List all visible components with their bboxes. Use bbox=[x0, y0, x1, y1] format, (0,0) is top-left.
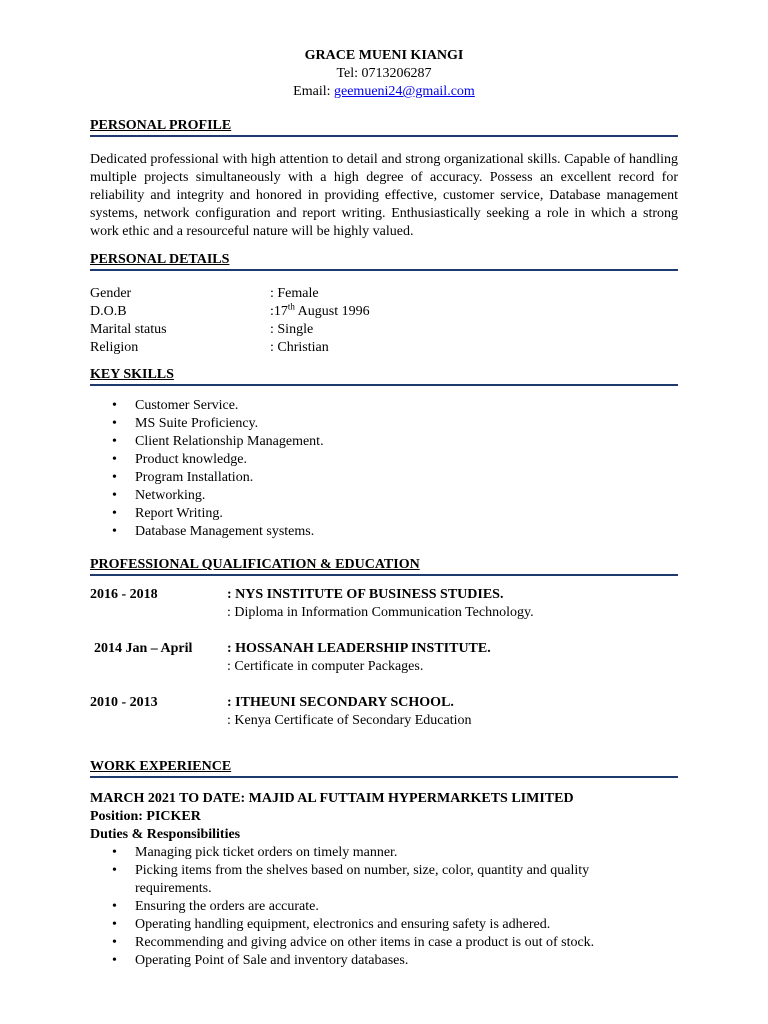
duty-item: • Recommending and giving advice on other items in case a product is out of stock. bbox=[90, 934, 678, 952]
education-institution: : NYS INSTITUTE OF BUSINESS STUDIES. bbox=[227, 587, 504, 602]
detail-value: : Female bbox=[270, 286, 319, 301]
education-institution: : HOSSANAH LEADERSHIP INSTITUTE. bbox=[227, 641, 491, 656]
skill-item: • Client Relationship Management. bbox=[90, 433, 678, 451]
duty-item: • Picking items from the shelves based on number, size, color, quantity and quality requirements. bbox=[90, 862, 678, 898]
section-title-education: PROFESSIONAL QUALIFICATION & EDUCATION bbox=[90, 556, 678, 576]
education-section bbox=[90, 556, 678, 748]
personal-details-section bbox=[90, 251, 678, 357]
candidate-name: GRACE MUENI KIANGI bbox=[304, 48, 464, 63]
skill-item: • Product knowledge. bbox=[90, 451, 678, 469]
detail-label: D.O.B bbox=[90, 304, 127, 319]
skill-item: • Networking. bbox=[90, 487, 678, 505]
skill-item: • Report Writing. bbox=[90, 505, 678, 523]
duty-item: • Ensuring the orders are accurate. bbox=[90, 898, 678, 916]
skill-item: • Database Management systems. bbox=[90, 523, 678, 541]
job-heading: MARCH 2021 TO DATE: MAJID AL FUTTAIM HYPERMARKETS LIMITED bbox=[90, 791, 574, 806]
duties-list bbox=[90, 844, 678, 970]
education-years: 2016 - 2018 bbox=[90, 587, 158, 602]
detail-row-dob bbox=[90, 303, 678, 321]
education-qualification: : Certificate in computer Packages. bbox=[227, 659, 424, 674]
detail-label: Gender bbox=[90, 286, 132, 301]
duty-item: • Operating handling equipment, electronics and ensuring safety is adhered. bbox=[90, 916, 678, 934]
duty-item: • Managing pick ticket orders on timely manner. bbox=[90, 844, 678, 862]
education-entry bbox=[90, 640, 678, 694]
phone-number: Tel: 0713206287 bbox=[336, 66, 432, 81]
skill-item: • Customer Service. bbox=[90, 397, 678, 415]
detail-label: Marital status bbox=[90, 322, 167, 337]
education-years: 2010 - 2013 bbox=[90, 695, 158, 710]
section-title-skills: KEY SKILLS bbox=[90, 366, 678, 386]
detail-value: : Christian bbox=[270, 340, 329, 355]
email-label: Email: bbox=[293, 84, 334, 99]
education-qualification: : Kenya Certificate of Secondary Education bbox=[227, 713, 472, 728]
job-position: Position: PICKER bbox=[90, 809, 201, 824]
detail-row-gender bbox=[90, 285, 678, 303]
personal-profile-section bbox=[90, 117, 678, 241]
work-experience-section bbox=[90, 758, 678, 970]
email-link[interactable]: geemueni24@gmail.com bbox=[334, 84, 475, 99]
detail-row-religion bbox=[90, 339, 678, 357]
key-skills-section bbox=[90, 366, 678, 541]
education-institution: : ITHEUNI SECONDARY SCHOOL. bbox=[227, 695, 454, 710]
education-qualification: : Diploma in Information Communication Technology. bbox=[227, 605, 534, 620]
skill-item: • Program Installation. bbox=[90, 469, 678, 487]
section-title-work: WORK EXPERIENCE bbox=[90, 758, 678, 778]
skill-item: • MS Suite Proficiency. bbox=[90, 415, 678, 433]
skills-list bbox=[90, 397, 678, 541]
detail-row-marital-status bbox=[90, 321, 678, 339]
detail-value: : Single bbox=[270, 322, 314, 337]
section-title-profile: PERSONAL PROFILE bbox=[90, 117, 678, 137]
duty-item: • Operating Point of Sale and inventory databases. bbox=[90, 952, 678, 970]
duties-title: Duties & Responsibilities bbox=[90, 827, 241, 842]
education-entry bbox=[90, 586, 678, 640]
education-entry bbox=[90, 694, 678, 748]
profile-text: Dedicated professional with high attention to detail and strong organizational skills. Capable of handling multiple projects simultaneously with a high degree of accuracy. Possess an excellent record for reliability and integrity and honored in providing effective, customer service, Database management systems, network configuration and report writing. Enthusiastically seeking a role in which a strong work ethic and a resourceful nature will be highly valued. bbox=[90, 152, 678, 239]
resume-header bbox=[0, 47, 768, 101]
section-title-details: PERSONAL DETAILS bbox=[90, 251, 678, 271]
detail-value: :17th August 1996 bbox=[270, 301, 370, 319]
education-years: 2014 Jan – April bbox=[94, 641, 193, 656]
email-line bbox=[0, 83, 768, 101]
detail-label: Religion bbox=[90, 340, 139, 355]
